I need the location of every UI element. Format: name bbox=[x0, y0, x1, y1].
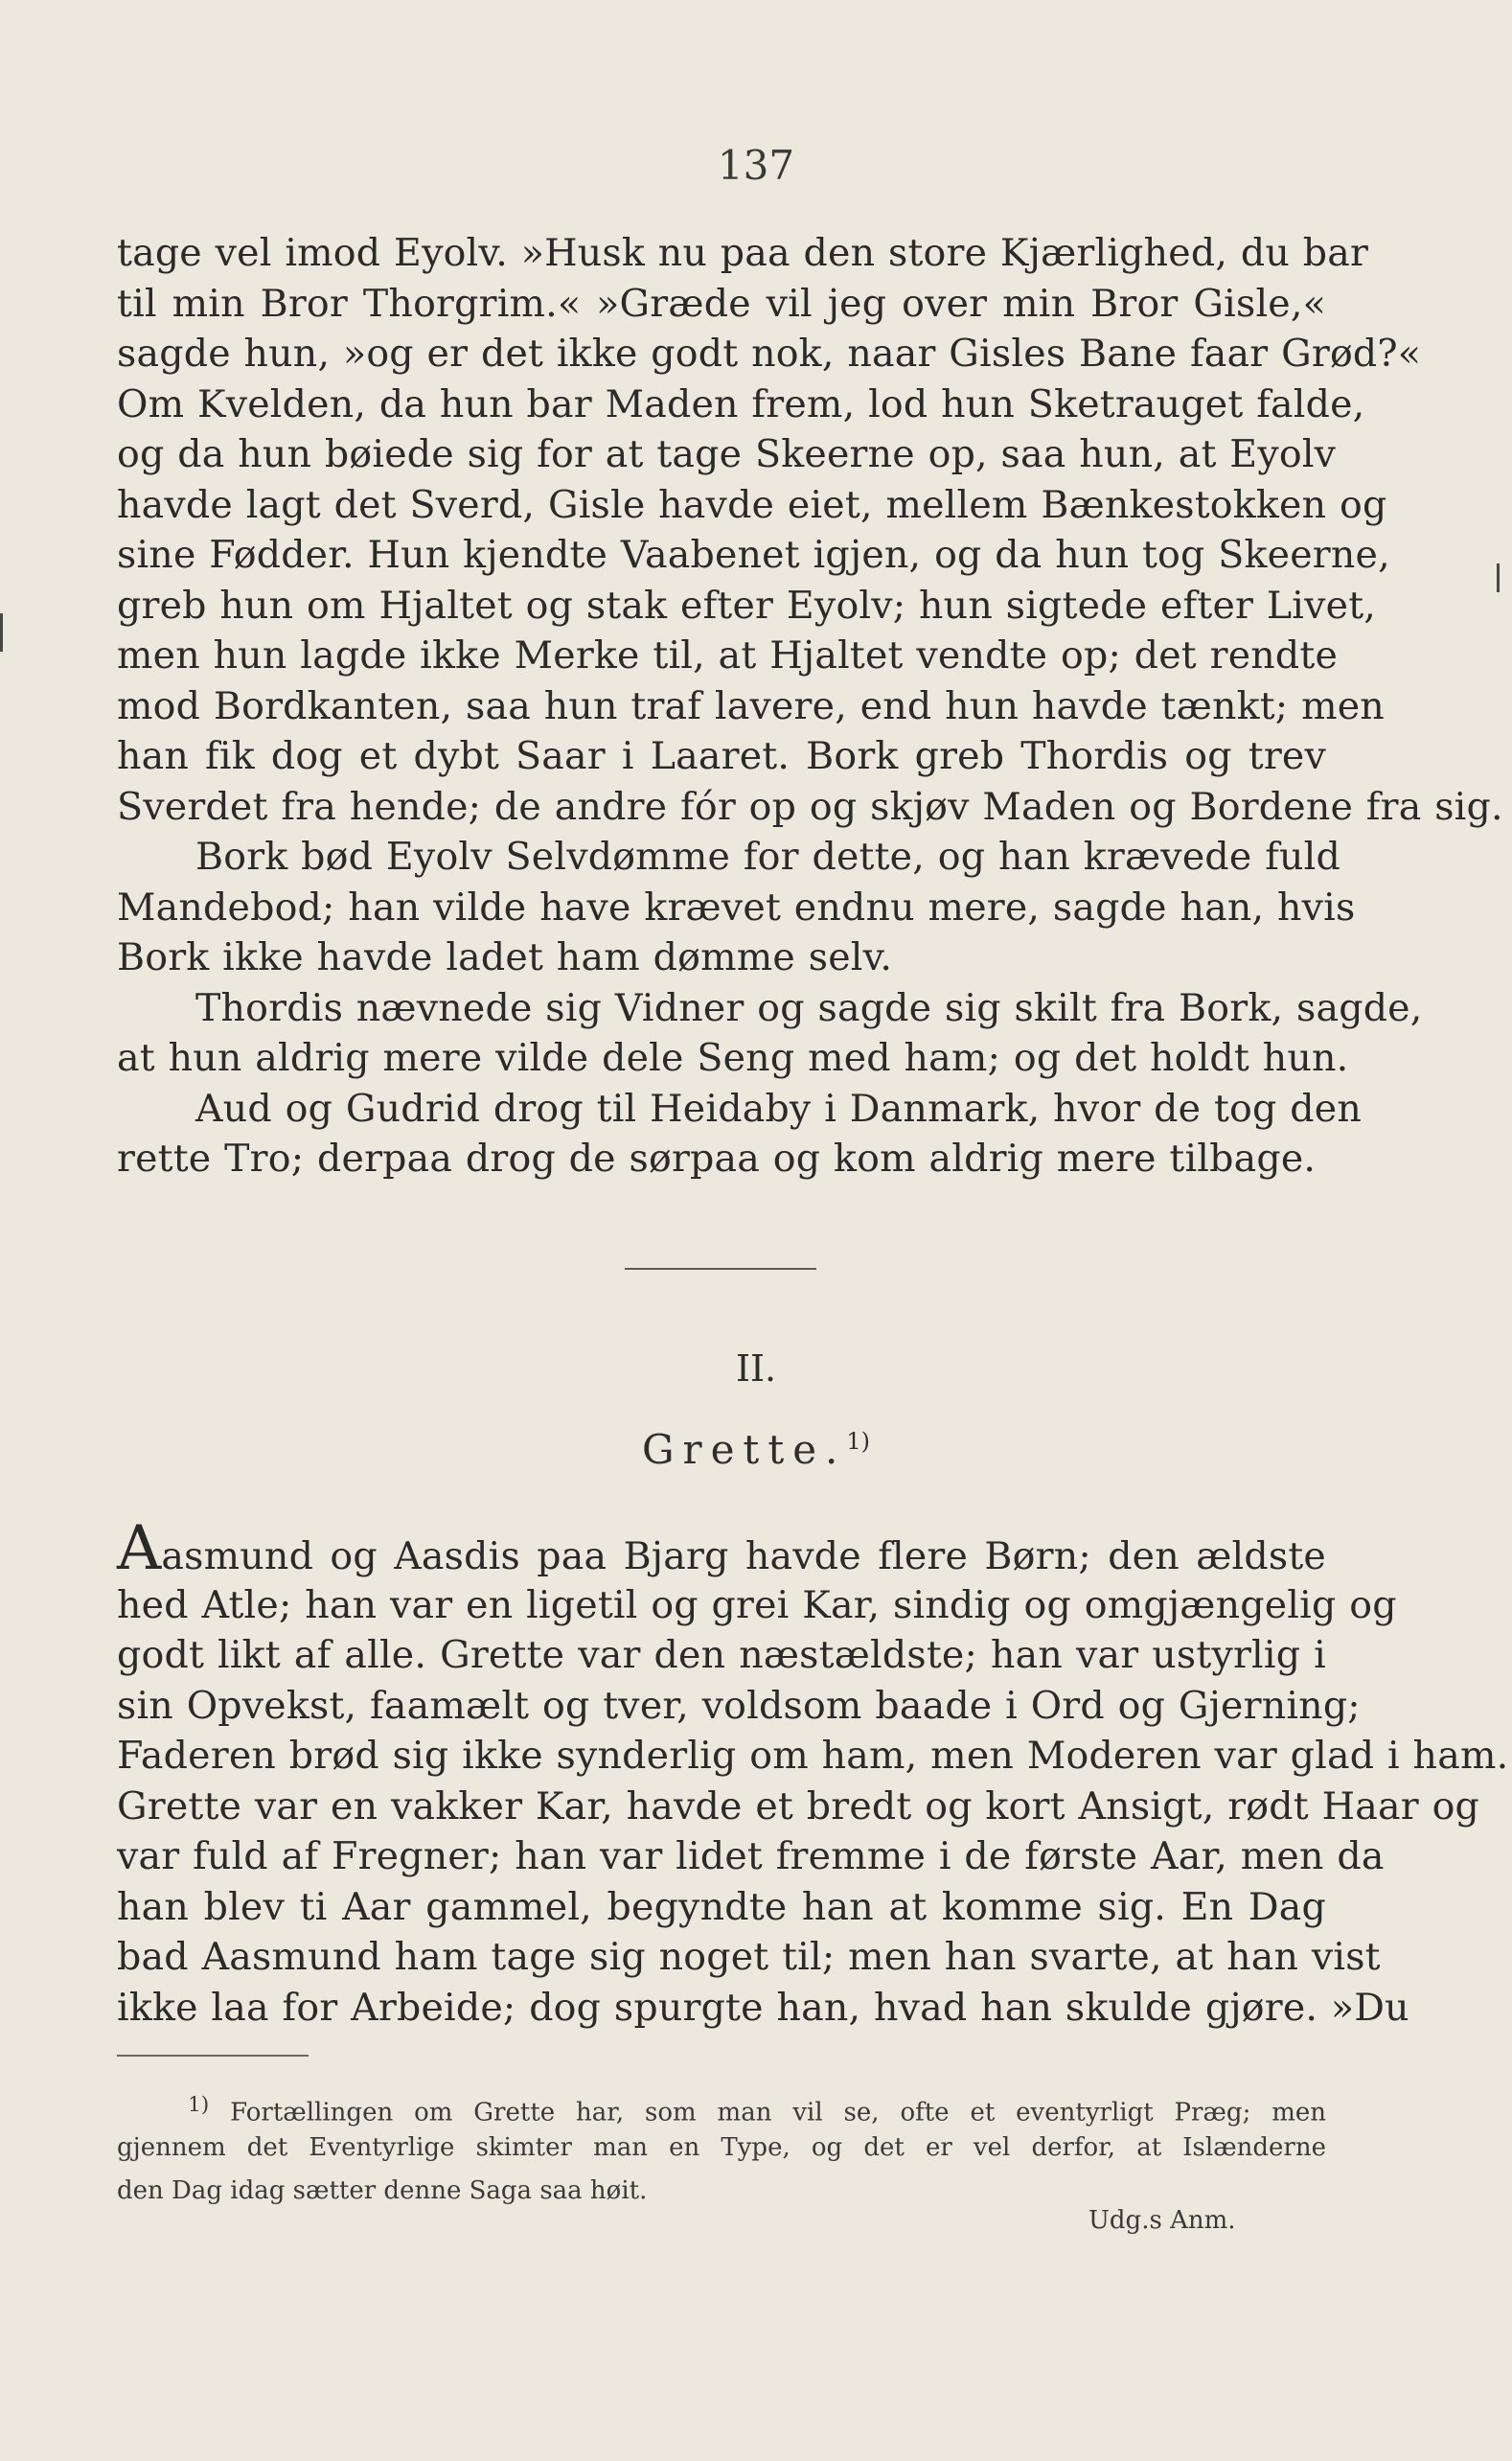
text-line: og da hun bøiede sig for at tage Skeerne op, saa hun, at Eyolv bbox=[117, 432, 1337, 476]
footnote bbox=[117, 2083, 1326, 2213]
footnote-line: den Dag idag sætter denne Saga saa høit. bbox=[117, 2176, 648, 2205]
margin-mark bbox=[1497, 564, 1500, 592]
text-line: godt likt af alle. Grette var den næstældste; han var ustyrlig i bbox=[117, 1633, 1326, 1677]
text-line: sagde hun, »og er det ikke godt nok, naar Gisles Bane faar Grød?« bbox=[117, 332, 1422, 376]
text-line: til min Bror Thorgrim.« »Græde vil jeg over min Bror Gisle,« bbox=[117, 281, 1326, 326]
section-number: II. bbox=[735, 1347, 777, 1390]
text-line: Bork bød Eyolv Selvdømme for dette, og han krævede fuld bbox=[195, 835, 1340, 879]
text-line: han blev ti Aar gammel, begyndte han at komme sig. En Dag bbox=[117, 1884, 1326, 1929]
text-line: at hun aldrig mere vilde dele Seng med ham; og det holdt hun. bbox=[117, 1036, 1349, 1080]
drop-cap: A bbox=[117, 1513, 162, 1584]
text-line: sin Opvekst, faamælt og tver, voldsom baade i Ord og Gjerning; bbox=[117, 1683, 1361, 1728]
margin-mark bbox=[0, 613, 3, 652]
text-line: hed Atle; han var en ligetil og grei Kar, sindig og omgjængelig og bbox=[117, 1582, 1397, 1627]
page-number: 137 bbox=[717, 142, 795, 189]
text-line: greb hun om Hjaltet og stak efter Eyolv; hun sigtede efter Livet, bbox=[117, 583, 1377, 628]
text-line: Sverdet fra hende; de andre fór op og skjøv Maden og Bordene fra sig. bbox=[117, 784, 1503, 829]
text-line: han fik dog et dybt Saar i Laaret. Bork greb Thordis og trev bbox=[117, 734, 1326, 778]
text-line: Bork ikke havde ladet ham dømme selv. bbox=[117, 935, 893, 979]
first-line-text: asmund og Aasdis paa Bjarg havde flere Børn; den ældste bbox=[161, 1534, 1326, 1578]
text-line: ikke laa for Arbeide; dog spurgte han, hvad han skulde gjøre. »Du bbox=[117, 1985, 1409, 2030]
footnote-divider bbox=[117, 2055, 309, 2057]
text-line: bad Aasmund ham tage sig noget til; men han svarte, at han vist bbox=[117, 1935, 1381, 1979]
chapter-body bbox=[117, 1513, 1509, 2033]
text-line: mod Bordkanten, saa hun traf lavere, end hun havde tænkt; men bbox=[117, 683, 1385, 728]
section-title-text: Grette. bbox=[641, 1426, 847, 1473]
text-line: rette Tro; derpaa drog de sørpaa og kom aldrig mere tilbage. bbox=[117, 1137, 1317, 1181]
footnote-line-first bbox=[117, 2083, 1326, 2127]
footnote-line: gjennem det Eventyrlige skimter man en Type, og det er vel derfor, at Islænderne bbox=[117, 2133, 1326, 2162]
text-line: tage vel imod Eyolv. »Husk nu paa den store Kjærlighed, du bar bbox=[117, 231, 1369, 275]
section-title bbox=[0, 1426, 1512, 1473]
footnote-signature: Udg.s Anm. bbox=[1088, 2206, 1236, 2235]
text-line: Faderen brød sig ikke synderlig om ham, men Moderen var glad i ham. bbox=[117, 1734, 1509, 1778]
footnote-marker: 1) bbox=[188, 2093, 210, 2117]
footnote-reference: 1) bbox=[846, 1428, 871, 1455]
text-line: havde lagt det Sverd, Gisle havde eiet, mellem Bænkestokken og bbox=[117, 482, 1387, 527]
text-line: Om Kvelden, da hun bar Maden frem, lod hun Sketrauget falde, bbox=[117, 381, 1365, 426]
text-line: sine Fødder. Hun kjendte Vaabenet igjen, og da hun tog Skeerne, bbox=[117, 533, 1390, 577]
text-line: Aud og Gudrid drog til Heidaby i Danmark, hvor de tog den bbox=[195, 1086, 1362, 1131]
text-line: men hun lagde ikke Merke til, at Hjaltet vendte op; det rendte bbox=[117, 633, 1339, 678]
section-divider bbox=[625, 1268, 816, 1270]
footnote-text: Fortællingen om Grette har, som man vil se, ofte et eventyrligt Præg; men bbox=[230, 2098, 1326, 2128]
text-line: var fuld af Fregner; han var lidet fremme i de første Aar, men da bbox=[117, 1834, 1385, 1878]
text-line-first bbox=[117, 1513, 1326, 1584]
text-line: Mandebod; han vilde have krævet endnu mere, sagde han, hvis bbox=[117, 885, 1356, 930]
text-line: Grette var en vakker Kar, havde et bredt og kort Ansigt, rødt Haar og bbox=[117, 1783, 1480, 1828]
text-line: Thordis nævnede sig Vidner og sagde sig skilt fra Bork, sagde, bbox=[195, 985, 1423, 1030]
top-paragraphs bbox=[117, 228, 1503, 1184]
